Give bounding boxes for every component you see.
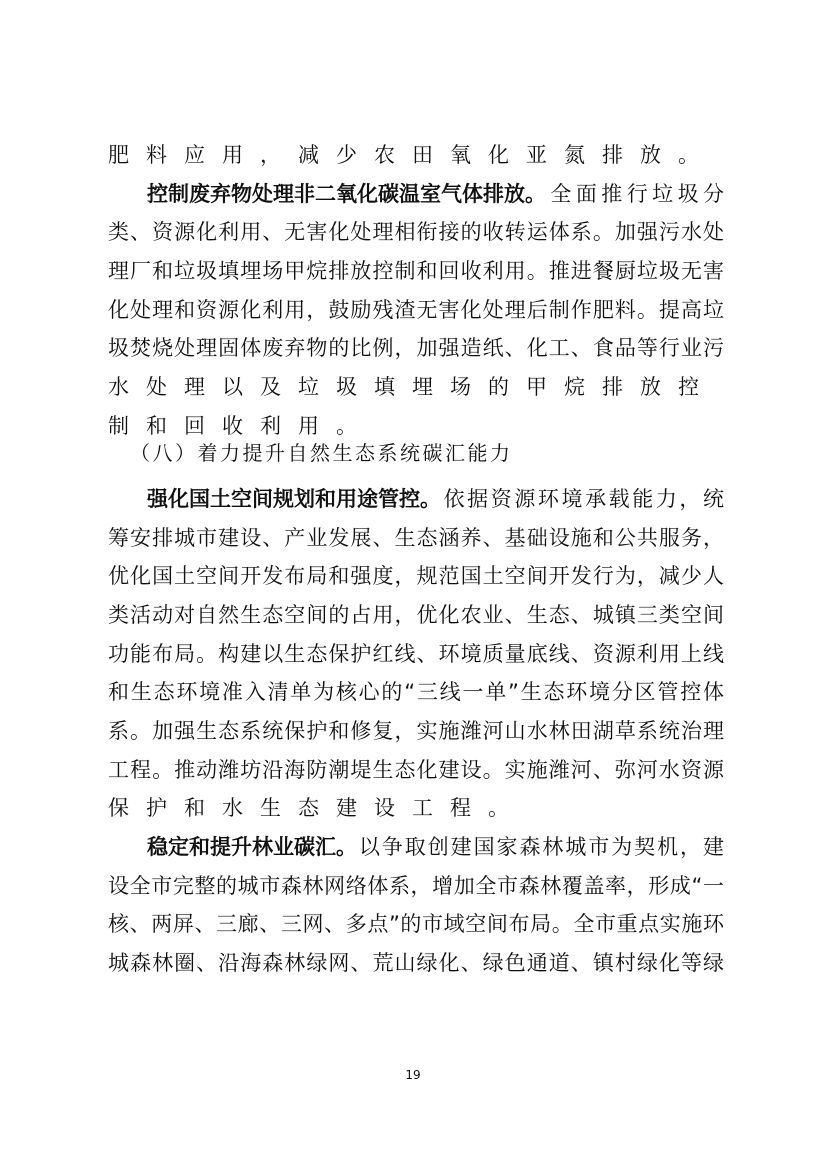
body-line — [108, 673, 724, 712]
body-line — [108, 944, 724, 983]
body-line — [108, 252, 724, 291]
body-line — [108, 557, 724, 596]
line-text: 工程。推动潍坊沿海防潮堤生态化建设。实施潍河、弥河水资源 — [108, 757, 724, 782]
body-line — [108, 712, 724, 751]
line-text: 化处理和资源化利用，鼓励残渣无害化处理后制作肥料。提高垃 — [108, 297, 724, 322]
line-text: 优化国土空间开发布局和强度，规范国土空间开发行为，减少人 — [108, 564, 724, 589]
line-text: 圾焚烧处理固体废弃物的比例，加强造纸、化工、食品等行业污 — [108, 336, 724, 361]
line-text: 依据资源环境承载能力，统 — [441, 486, 724, 511]
paragraph-lead-bold: 控制废弃物处理非二氧化碳温室气体排放。 — [147, 181, 546, 206]
line-text: 和生态环境准入清单为核心的“三线一单”生态环境分区管控体 — [108, 680, 724, 705]
body-line — [108, 596, 724, 635]
paragraph-start — [108, 175, 724, 214]
line-text: 水处理以及垃圾填埋场的甲烷排放控制和回收利用。 — [108, 375, 716, 438]
line-text: 类活动对自然生态空间的占用，优化农业、生态、城镇三类空间 — [108, 602, 724, 627]
line-text: 城森林圈、沿海森林绿网、荒山绿化、绿色通道、镇村绿化等绿 — [108, 951, 724, 976]
body-line — [108, 136, 724, 175]
line-text: 以争取创建国家森林城市为契机，建 — [357, 835, 724, 859]
body-line — [108, 291, 724, 330]
line-text: 功能布局。构建以生态保护红线、环境质量底线、资源利用上线 — [108, 641, 724, 666]
line-text: 保护和水生态建设工程。 — [108, 796, 526, 821]
line-text: 肥料应用，减少农田氧化亚氮排放。 — [108, 143, 716, 167]
line-text: 系。加强生态系统保护和修复，实施潍河山水林田湖草系统治理 — [108, 718, 724, 743]
section-heading: （八）着力提升自然生态系统碳汇能力 — [130, 440, 513, 465]
line-text: 全面推行垃圾分 — [546, 181, 724, 206]
document-body — [108, 136, 724, 983]
body-line — [108, 905, 724, 944]
body-line — [108, 635, 724, 674]
line-text: 理厂和垃圾填埋场甲烷排放控制和回收利用。推进餐厨垃圾无害 — [108, 259, 724, 284]
line-text: 类、资源化利用、无害化处理相衔接的收转运体系。加强污水处 — [108, 220, 724, 245]
line-text: 筹安排城市建设、产业发展、生态涵养、基础设施和公共服务， — [108, 525, 724, 550]
paragraph-start — [108, 480, 724, 519]
line-text: 设全市完整的城市森林网络体系，增加全市森林覆盖率，形成“一 — [108, 873, 724, 898]
page-number: 19 — [405, 1068, 421, 1082]
body-line — [108, 867, 724, 906]
paragraph-lead-bold: 稳定和提升林业碳汇。 — [147, 835, 357, 859]
body-line — [108, 329, 724, 368]
line-text: 核、两屏、三廊、三网、多点”的市域空间布局。全市重点实施环 — [108, 912, 724, 937]
body-line — [108, 213, 724, 252]
body-line — [108, 368, 724, 438]
paragraph-start — [108, 828, 724, 867]
body-line — [108, 519, 724, 558]
body-line — [108, 789, 724, 828]
body-line — [108, 751, 724, 790]
paragraph-lead-bold: 强化国土空间规划和用途管控。 — [147, 486, 441, 511]
